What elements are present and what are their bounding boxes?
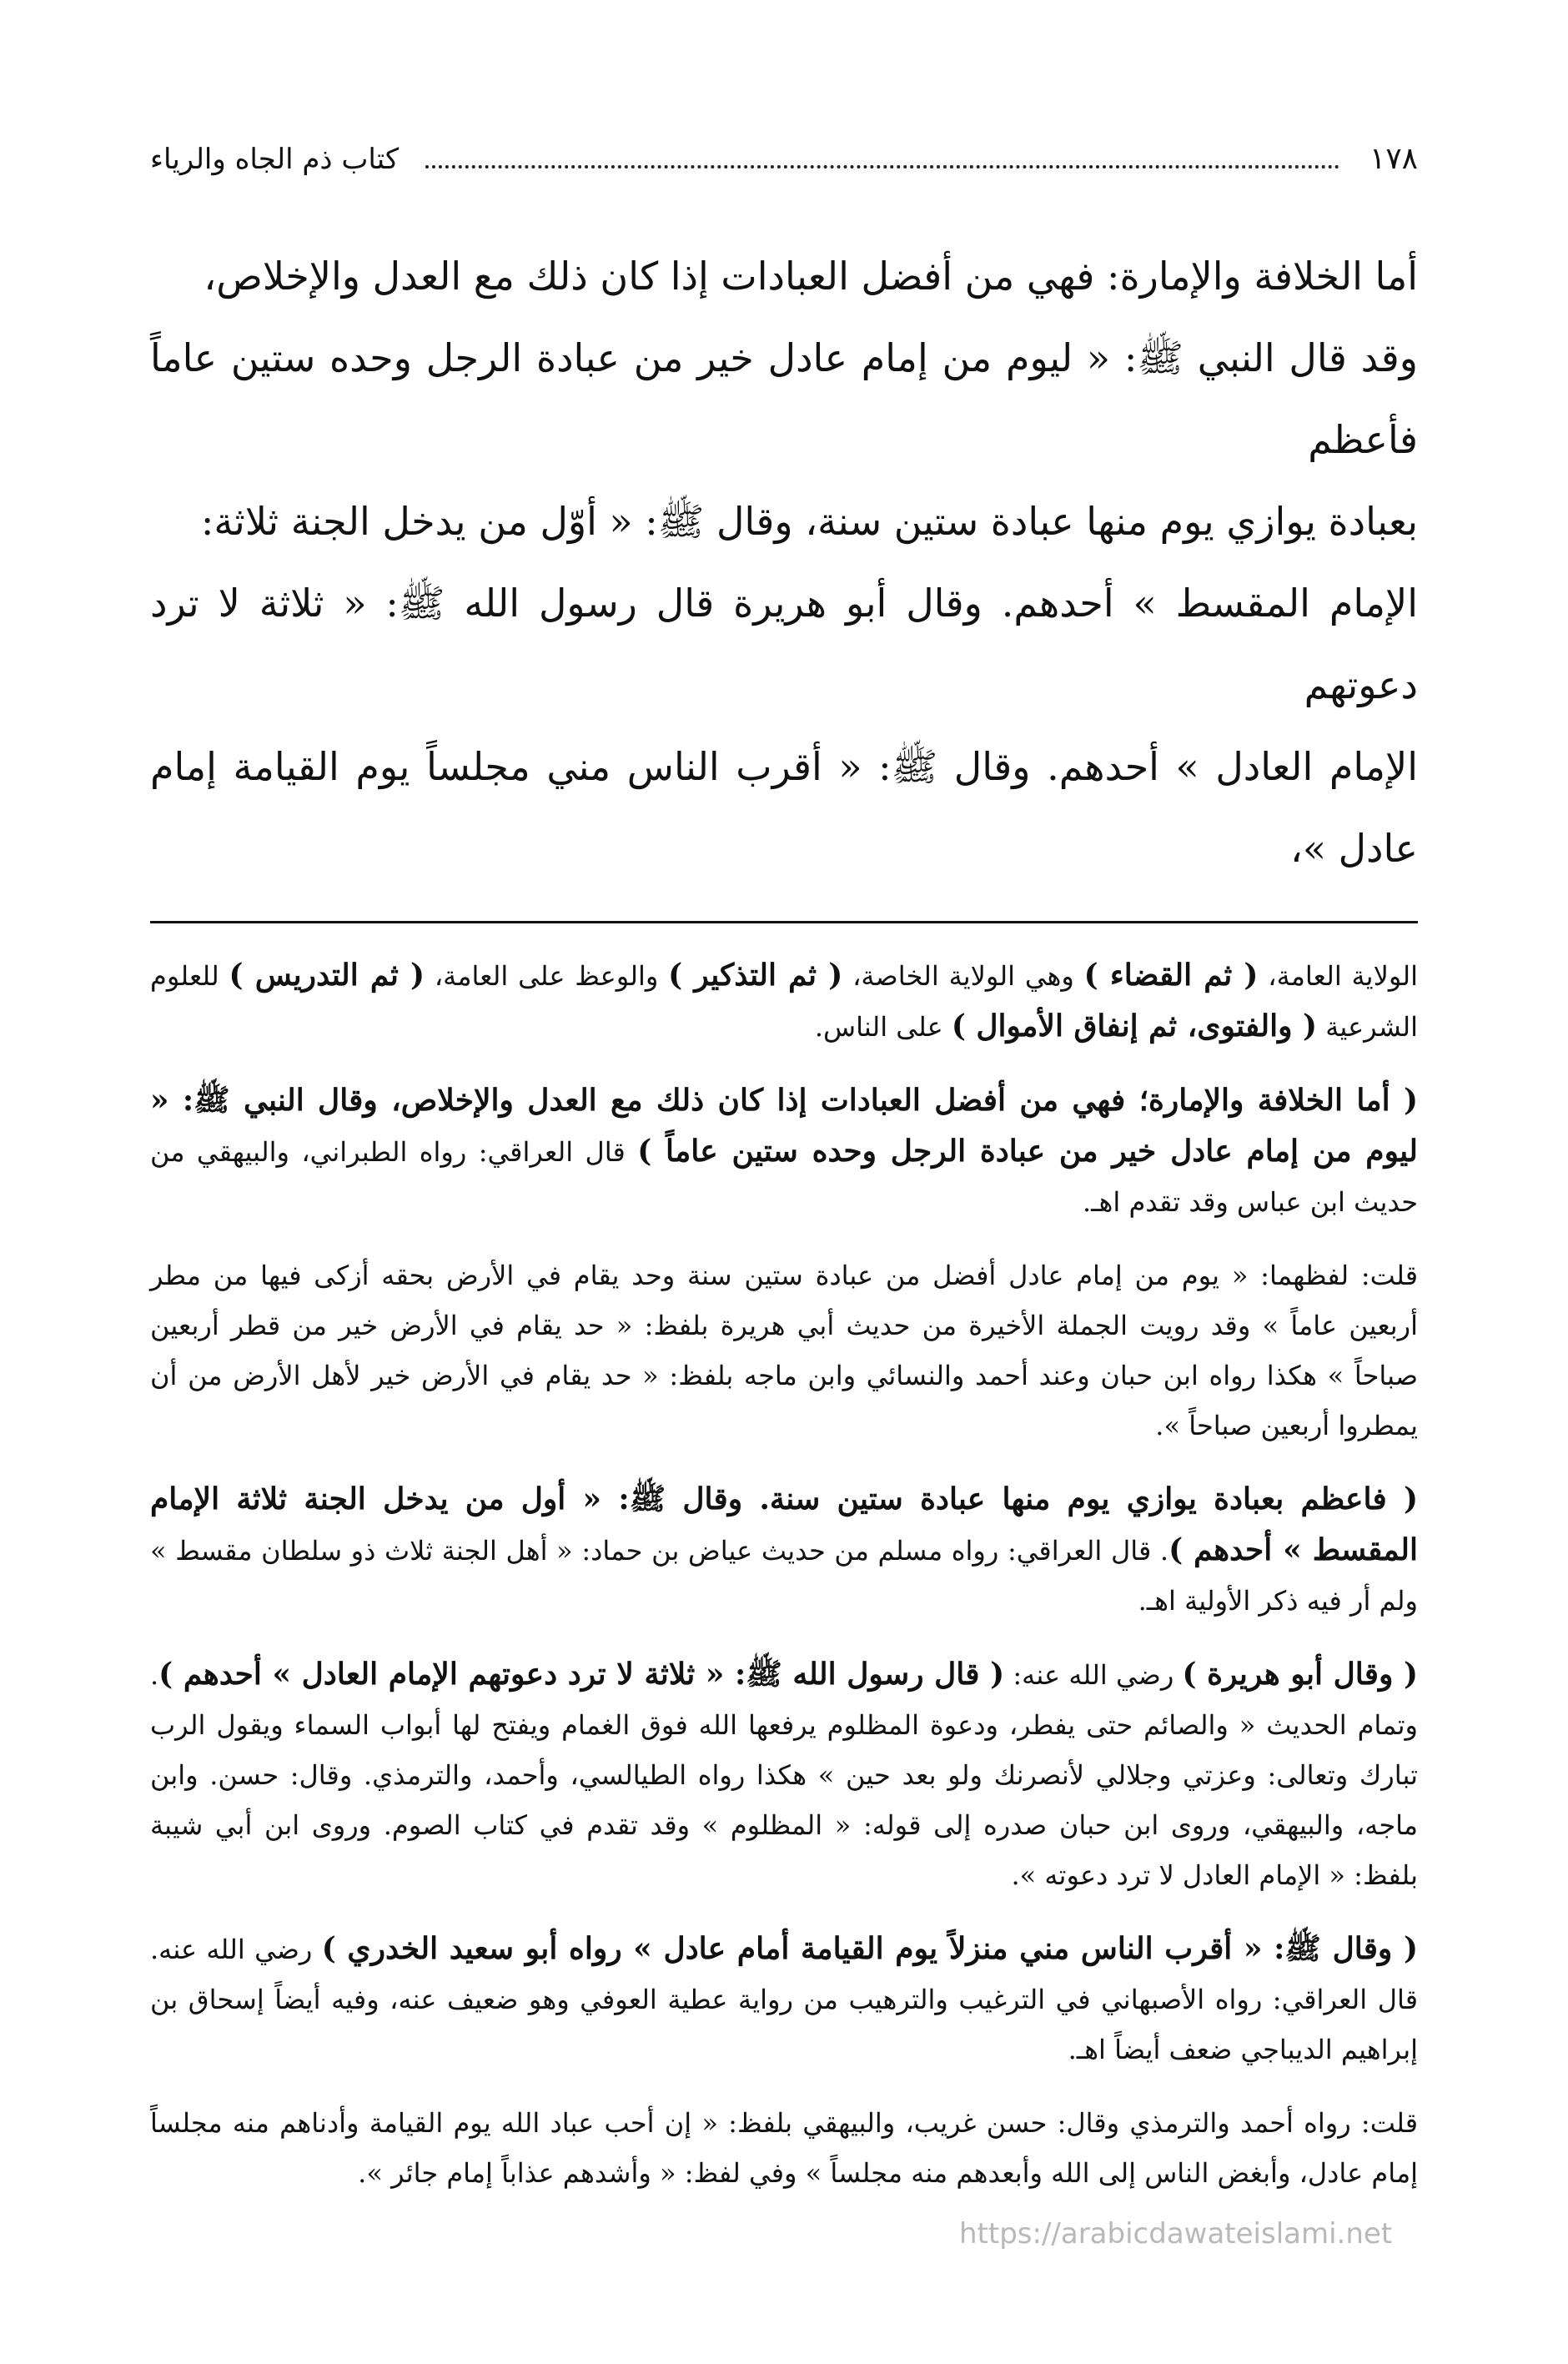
main-line: الإمام المقسط » أحدهم. وقال أبو هريرة قال رسول الله ﷺ: « ثلاثة لا ترد دعوتهم: [150, 581, 1418, 707]
commentary-paragraph: [150, 2098, 1418, 2198]
commentary-paragraph: [150, 1649, 1418, 1900]
commentary-run: قال العراقي: رواه الطبراني، والبيهقي من حديث ابن عباس وقد تقدم اهـ.: [150, 1136, 1418, 1218]
commentary-run: . وتمام الحديث « والصائم حتى يفطر، ودعوة المظلوم يرفعها الله فوق الغمام ويفتح لها أبواب السماء ويقول الرب تبارك وتعالى: وعزتي وجلالي لأنصرنك ولو بعد حين » هكذا رواه الطيالسي، وأحمد، والترمذي. وقال: حسن. وابن ماجه، والبيهقي، وروى ابن حبان صدره إلى قوله: « المظلوم » وقد تقدم في كتاب الصوم. وروى ابن أبي شيبة بلفظ: « الإمام العادل لا ترد دعوته ».: [150, 1659, 1418, 1891]
book-page: [150, 142, 1418, 2213]
quoted-text: ( فاعظم بعبادة يوازي يوم منها عبادة ستين سنة. وقال ﷺ: « أول من يدخل الجنة ثلاثة الإمام المقسط » أحدهم ): [150, 1481, 1418, 1567]
commentary-run: قلت: لفظهما: « يوم من إمام عادل أفضل من عبادة ستين سنة وحد يقام في الأرض بحقه أزكى فيها من مطر أربعين عاماً » وقد رويت الجملة الأخيرة من حديث أبي هريرة بلفظ: « حد يقام في الأرض خير من قطر أربعين صباحاً » هكذا رواه ابن حبان وعند أحمد والنسائي وابن ماجه بلفظ: « حد يقام في الأرض خير لأهل الأرض من أن يمطروا أربعين صباحاً ».: [150, 1260, 1418, 1441]
quoted-text: ( وقال أبو هريرة ): [1182, 1657, 1419, 1692]
commentary-run: على الناس.: [814, 1011, 952, 1043]
commentary-run: قلت: رواه أحمد والترمذي وقال: حسن غريب، والبيهقي بلفظ: « إن أحب عباد الله يوم القيامة وأدناهم منه مجلساً إمام عادل، وأبغض الناس إلى الله وأبعدهم منه مجلساً » وفي لفظ: « وأشدهم عذاباً إمام جائر ».: [150, 2107, 1418, 2189]
commentary-run: رضي الله عنه. قال العراقي: رواه الأصبهاني في الترغيب والترهيب من رواية عطية العوفي وهو ضعيف عنه، وفيه أيضاً إسحاق بن إبراهيم الديباجي ضعف أيضاً اهـ.: [150, 1934, 1418, 2065]
quoted-text: ( ثم التدريس ): [229, 958, 425, 993]
quoted-text: ( ثم التذكير ): [668, 958, 843, 993]
commentary-run: رضي الله عنه:: [1004, 1659, 1183, 1691]
header-leader-dots: [425, 165, 1339, 168]
separator-rule: [150, 921, 1418, 923]
commentary-run: للعلوم الشرعية: [150, 960, 1418, 1043]
commentary-paragraph: [150, 1474, 1418, 1626]
commentary-paragraph: [150, 1250, 1418, 1451]
main-text: [150, 235, 1418, 889]
quoted-text: ( أما الخلافة والإمارة؛ فهي من أفضل العبادات إذا كان ذلك مع العدل والإخلاص، وقال النبي ﷺ: « ليوم من إمام عادل خير من عبادة الرجل وحده ستين عاماً ): [150, 1083, 1418, 1169]
page-number: ١٧٨: [1369, 142, 1418, 176]
quoted-text: ( وقال ﷺ: « أقرب الناس مني منزلاً يوم القيامة أمام عادل » رواه أبو سعيد الخدري ): [321, 1931, 1418, 1966]
commentary-paragraph: [150, 950, 1418, 1052]
quoted-text: ( قال رسول الله ﷺ: « ثلاثة لا ترد دعوتهم الإمام العادل » أحدهم ): [158, 1657, 1005, 1692]
commentary: [150, 950, 1418, 2198]
main-line: بعبادة يوازي يوم منها عبادة ستين سنة، وقال ﷺ: « أوّل من يدخل الجنة ثلاثة:: [200, 499, 1418, 544]
watermark-url: https://arabicdawateislami.net: [959, 2217, 1393, 2251]
commentary-paragraph: [150, 1075, 1418, 1227]
commentary-paragraph: [150, 1924, 1418, 2075]
quoted-text: ( والفتوى، ثم إنفاق الأموال ): [951, 1008, 1318, 1044]
commentary-run: وهي الولاية الخاصة،: [842, 960, 1084, 992]
book-title: كتاب ذم الجاه والرياء: [150, 143, 400, 176]
quoted-text: ( ثم القضاء ): [1083, 958, 1259, 993]
page-header: [150, 142, 1418, 177]
commentary-run: والوعظ على العامة،: [425, 960, 669, 992]
main-line: وقد قال النبي ﷺ: « ليوم من إمام عادل خير من عبادة الرجل وحده ستين عاماً فأعظم: [150, 335, 1418, 462]
main-line: أما الخلافة والإمارة: فهي من أفضل العبادات إذا كان ذلك مع العدل والإخلاص،: [204, 254, 1418, 299]
commentary-run: الولاية العامة،: [1258, 960, 1418, 992]
main-line: الإمام العادل » أحدهم. وقال ﷺ: « أقرب الناس مني مجلساً يوم القيامة إمام عادل »،: [150, 744, 1418, 871]
commentary-run: . قال العراقي: رواه مسلم من حديث عياض بن حماد: « أهل الجنة ثلاث ذو سلطان مقسط » ولم أر فيه ذكر الأولية اهـ.: [150, 1535, 1418, 1617]
